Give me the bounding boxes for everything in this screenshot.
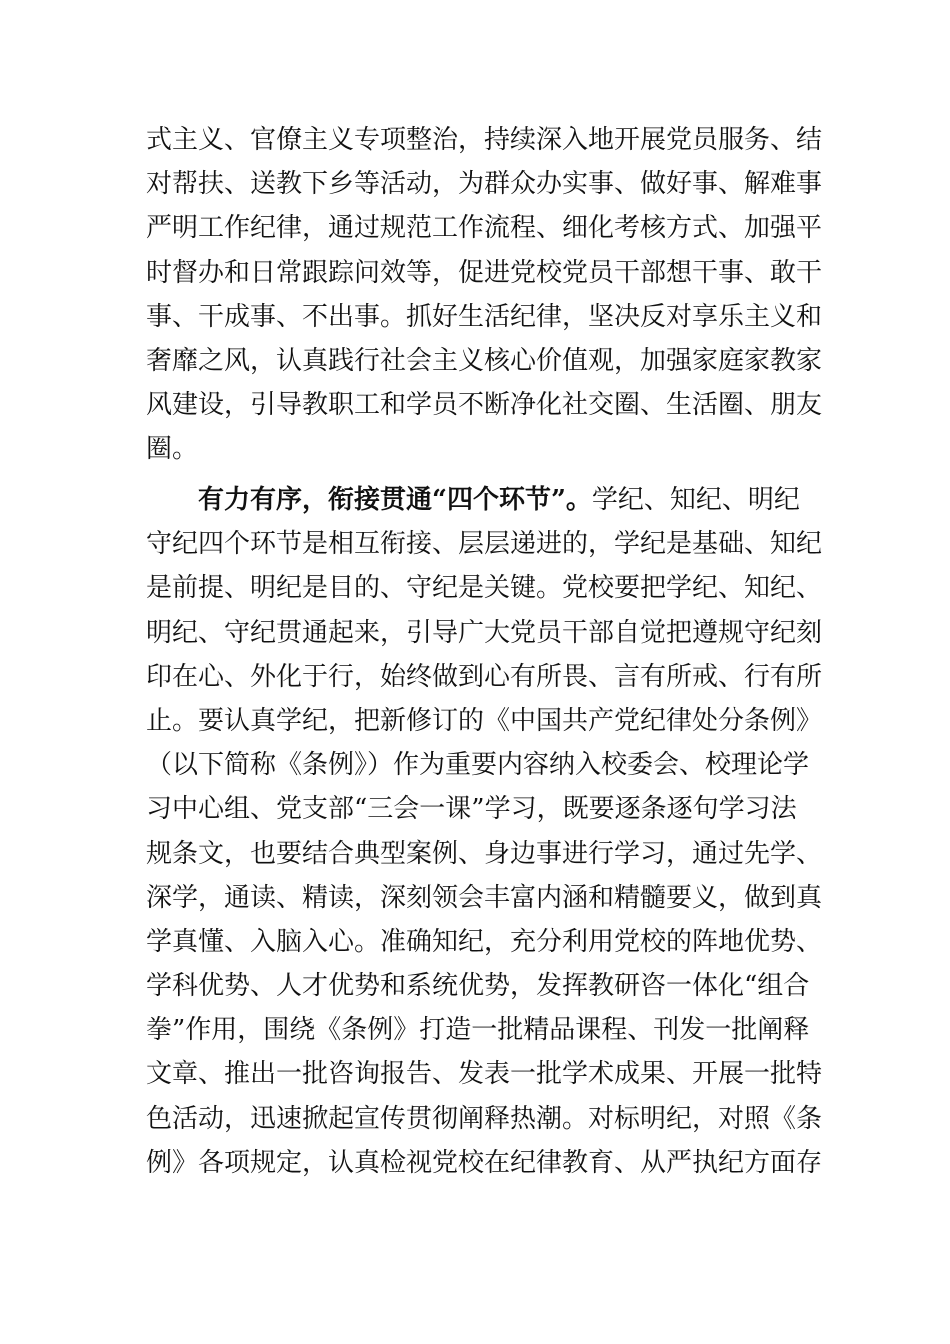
text-line: 事、干成事、不出事。抓好生活纪律，坚决反对享乐主义和: [146, 301, 823, 332]
paragraph-1: [146, 118, 823, 472]
text-line: 圈。: [146, 434, 199, 465]
text-line: 风建设，引导教职工和学员不断净化社交圈、生活圈、朋友: [146, 390, 823, 421]
text-line: 明纪、守纪贯通起来，引导广大党员干部自觉把遵规守纪刻: [146, 617, 823, 648]
text-line: 学真懂、入脑入心。准确知纪，充分利用党校的阵地优势、: [146, 926, 823, 957]
text-line: 止。要认真学纪，把新修订的《中国共产党纪律处分条例》: [146, 705, 823, 736]
section-heading: 有力有序，衔接贯通“四个环节”。: [198, 485, 592, 515]
text-line: 对帮扶、送教下乡等活动，为群众办实事、做好事、解难事: [146, 169, 823, 200]
text-line: 式主义、官僚主义专项整治，持续深入地开展党员服务、结: [146, 125, 823, 155]
text-line: 色活动，迅速掀起宣传贯彻阐释热潮。对标明纪，对照《条: [146, 1103, 823, 1134]
text-line: 深学，通读、精读，深刻领会丰富内涵和精髓要义，做到真: [146, 882, 823, 913]
heading-followup-text: 学纪、知纪、明纪: [591, 485, 800, 515]
text-line: 时督办和日常跟踪问效等，促进党校党员干部想干事、敢干: [146, 257, 823, 288]
text-line: 拳”作用，围绕《条例》打造一批精品课程、刊发一批阐释: [146, 1015, 810, 1046]
text-line: 学科优势、人才优势和系统优势，发挥教研咨一体化“组合: [146, 971, 810, 1002]
text-line: 守纪四个环节是相互衔接、层层递进的，学纪是基础、知纪: [146, 529, 823, 560]
text-line: 奢靡之风，认真践行社会主义核心价值观，加强家庭家教家: [146, 345, 823, 376]
text-line: 是前提、明纪是目的、守纪是关键。党校要把学纪、知纪、: [146, 573, 823, 604]
text-line: 严明工作纪律，通过规范工作流程、细化考核方式、加强平: [146, 213, 823, 244]
text-line: 规条文，也要结合典型案例、身边事进行学习，通过先学、: [146, 838, 823, 869]
paragraph-2: [146, 478, 823, 1185]
text-line: 文章、推出一批咨询报告、发表一批学术成果、开展一批特: [146, 1059, 823, 1090]
text-line: 印在心、外化于行，始终做到心有所畏、言有所戒、行有所: [146, 661, 823, 692]
paragraph-2-first-line: [146, 478, 806, 522]
text-line: （以下简称《条例》）作为重要内容纳入校委会、校理论学: [146, 750, 810, 781]
text-line: 例》各项规定，认真检视党校在纪律教育、从严执纪方面存: [146, 1147, 823, 1178]
text-line: 习中心组、党支部“三会一课”学习，既要逐条逐句学习法: [146, 794, 797, 825]
